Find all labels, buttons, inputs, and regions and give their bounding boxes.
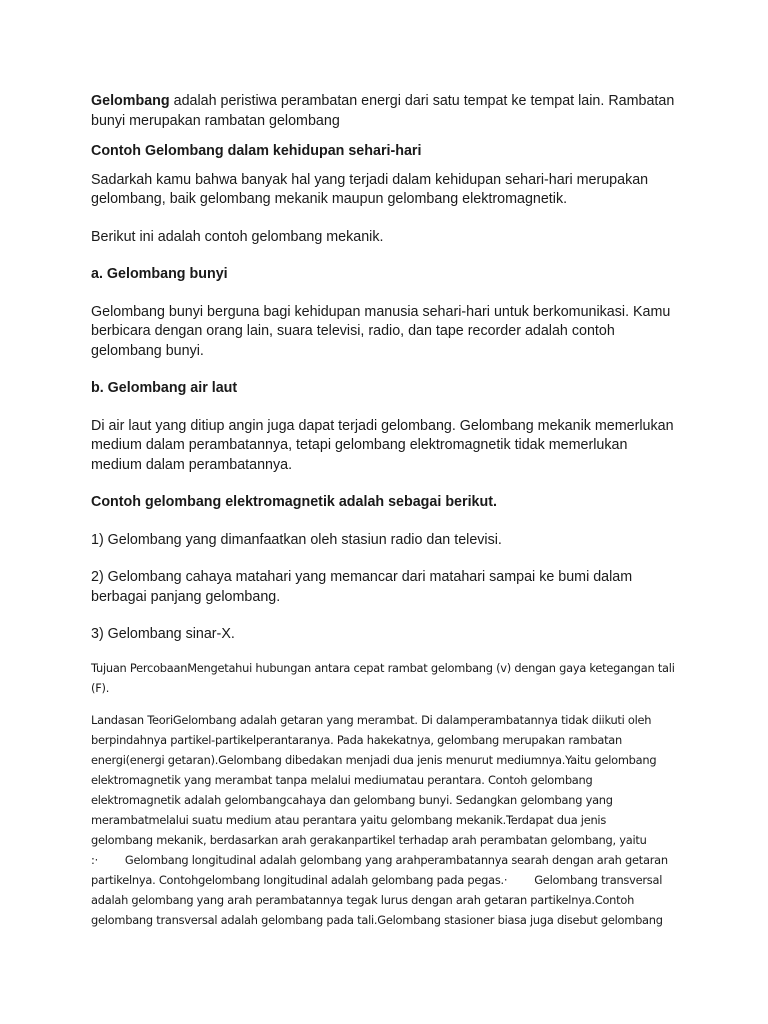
intro-text: adalah peristiwa perambatan energi dari satu tempat ke tempat lain. Rambatan bunyi merupakan rambatan gelombang — [91, 93, 675, 129]
heading-sound-wave: a. Gelombang bunyi — [91, 266, 228, 282]
intro-paragraph — [91, 92, 681, 131]
heading-em-examples: Contoh gelombang elektromagnetik adalah sebagai berikut. — [91, 494, 497, 510]
document-page — [91, 92, 681, 930]
landasan-line: partikelnya. Contohgelombang longitudinal adalah gelombang pada pegas.· Gelombang transversal — [91, 872, 663, 887]
paragraph-mechanical-intro: Berikut ini adalah contoh gelombang mekanik. — [91, 228, 384, 245]
landasan-line: elektromagnetik yang merambat tanpa melalui mediumatau perantara. Contoh gelombang — [91, 772, 593, 787]
heading-sea-wave: b. Gelombang air laut — [91, 380, 238, 396]
landasan-line: gelombang mekanik, berdasarkan arah gerakanpartikel terhadap arah perambatan gelombang, yaitu — [91, 832, 647, 847]
paragraph-sea-wave: Di air laut yang ditiup angin juga dapat terjadi gelombang. Gelombang mekanik memerlukan medium dalam perambatannya, tetapi gelombang elektromagnetik tidak memerlukan medium dalam perambatannya. — [91, 417, 674, 473]
list-item-3: 3) Gelombang sinar-X. — [91, 626, 235, 642]
landasan-line: energi(energi getaran).Gelombang dibedakan menjadi dua jenis menurut mediumnya.Yaitu gelombang — [91, 752, 657, 767]
landasan-line: gelombang transversal adalah gelombang pada tali.Gelombang stasioner biasa juga disebut gelombang — [91, 912, 663, 927]
paragraph-examples: Sadarkah kamu bahwa banyak hal yang terjadi dalam kehidupan sehari-hari merupakan gelombang, baik gelombang mekanik maupun gelombang elektromagnetik. — [91, 171, 649, 207]
paragraph-landasan — [91, 710, 681, 930]
landasan-line: elektromagnetik adalah gelombangcahaya dan gelombang bunyi. Sedangkan gelombang yang — [91, 792, 613, 807]
paragraph-tujuan: Tujuan PercobaanMengetahui hubungan antara cepat rambat gelombang (v) dengan gaya ketegangan tali (F). — [91, 660, 675, 695]
landasan-line: :· Gelombang longitudinal adalah gelombang yang arahperambatannya searah dengan arah getaran — [91, 852, 668, 867]
intro-term: Gelombang — [91, 93, 170, 109]
paragraph-sound-wave: Gelombang bunyi berguna bagi kehidupan manusia sehari-hari untuk berkomunikasi. Kamu berbicara dengan orang lain, suara televisi, radio, dan tape recorder adalah contoh gelombang bunyi. — [91, 303, 671, 359]
landasan-line: Landasan TeoriGelombang adalah getaran yang merambat. Di dalamperambatannya tidak diikuti oleh — [91, 712, 652, 727]
landasan-line: merambatmelalui suatu medium atau perantara yaitu gelombang mekanik.Terdapat dua jenis — [91, 812, 607, 827]
list-item-1: 1) Gelombang yang dimanfaatkan oleh stasiun radio dan televisi. — [91, 531, 502, 548]
list-item-2: 2) Gelombang cahaya matahari yang memancar dari matahari sampai ke bumi dalam berbagai panjang gelombang. — [91, 569, 633, 605]
heading-examples: Contoh Gelombang dalam kehidupan sehari-hari — [91, 143, 422, 159]
landasan-line: adalah gelombang yang arah perambatannya tegak lurus dengan arah getaran partikelnya.Contoh — [91, 892, 635, 907]
landasan-line: berpindahnya partikel-partikelperantaranya. Pada hakekatnya, gelombang merupakan rambatan — [91, 732, 622, 747]
